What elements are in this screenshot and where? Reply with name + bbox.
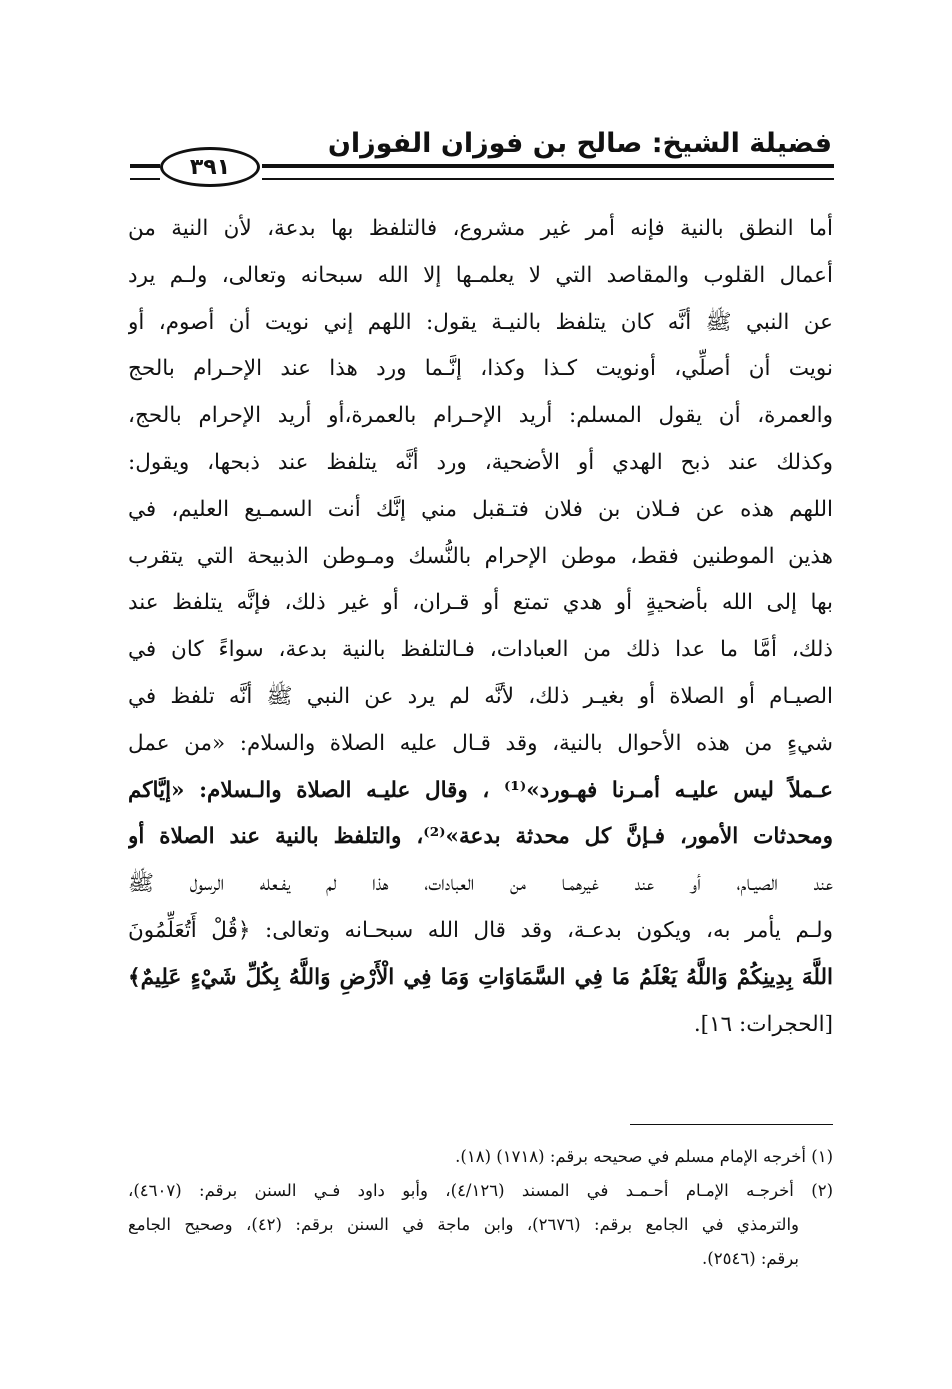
text-line: الصيـام أو الصلاة أو بغيـر ذلك، لأنَّه لم يرد عن النبي ﷺ أنَّه تلفظ في — [128, 683, 833, 709]
text-line: ذلك، أمَّا ما عدا ذلك من العبادات، فـالتلفظ بالنية بدعة، سواءً كان في — [128, 637, 833, 663]
page-number: ٣٩١ — [160, 147, 260, 187]
text-line: أعمال القلوب والمقاصد التي لا يعلمـها إلا الله سبحانه وتعالى، ولـم يرد — [128, 262, 833, 288]
text-line: ولـم يأمر به، ويكون بدعـة، وقد قال الله سبحـانه وتعالى: ﴿قُلْ أَتُعَلِّمُونَ — [128, 917, 833, 943]
footnote-2: (٢) أخرجـه الإمـام أحـمـد في المسند (٤/١٢٦)، وأبو داود فـي السنن برقم: (٤٦٠٧)، — [128, 1181, 833, 1200]
text-line: عند الصيـام، أو عند غيرهمـا من العبادات، هذا لم يفـعله الرسول ﷺ — [128, 871, 833, 897]
running-header-title: فضيلة الشيخ: صالح بن فوزان الفوزان — [327, 128, 832, 159]
text-line: شيءٍ من هذه الأحوال بالنية، وقد قـال عليه الصلاة والسلام: «من عمل — [128, 730, 833, 756]
footnotes — [128, 1140, 833, 1276]
text-line: اللهم هذه عن فـلان بن فلان فتـقبل مني إنَّك أنت السمـيع العليم، في — [128, 496, 833, 522]
footnote-2-continuation: برقم: (٢٥٤٦). — [702, 1249, 799, 1268]
text-line: أما النطق بالنية فإنه أمر غير مشروع، فالتلفظ بها بدعة، لأن النية من — [128, 216, 833, 241]
text-line: وكذلك عند ذبح الهدي أو الأضحية، ورد أنَّه يتلفظ عند ذبحها، ويقول: — [128, 449, 833, 475]
main-text — [128, 206, 833, 1048]
header-rule — [262, 164, 834, 180]
footnote-2-continuation: والترمذي في الجامع برقم: (٢٦٧٦)، وابن ماجة في السنن برقم: (٤٢)، وصحيح الجامع — [128, 1215, 800, 1234]
footnote-1: (١) أخرجه الإمام مسلم في صحيحه برقم: (١٧١٨) (١٨). — [455, 1147, 833, 1166]
header-rule-short — [130, 164, 160, 180]
quran-verse-line: اللَّهَ بِدِينِكُمْ وَاللَّهُ يَعْلَمُ مَا فِي السَّمَاوَاتِ وَمَا فِي الْأَرْضِ وَاللَّهُ بِكُلِّ شَيْءٍ عَلِيمٌ﴾ — [128, 964, 833, 990]
text-line: هذين الموطنين فقط، موطن الإحرام بالنُّسك ومـوطن الذبيحة التي يتقرب — [128, 543, 833, 569]
text-line-hadith: عـملاً ليس عليـه أمـرنا فهـورد»⁽¹⁾ ، وقال عليـه الصلاة والـسلام: «إيَّاكم — [128, 777, 833, 803]
verse-reference: [الحجرات: ١٦]. — [693, 1011, 833, 1037]
text-line-hadith: ومحدثات الأمور، فـإنَّ كل محدثة بدعة»⁽²⁾، والتلفظ بالنية عند الصلاة أو — [128, 824, 833, 850]
footnote-separator — [630, 1124, 833, 1125]
text-line: بها إلى الله بأضحيةٍ أو هدي تمتع أو قـران، أو غير ذلك، فإنَّه يتلفظ عند — [128, 590, 833, 616]
text-line: نويت أن أصلِّي، أونويت كـذا وكذا، إنَّـما ورد هذا عند الإحـرام بالحج — [128, 356, 833, 382]
text-line: والعمرة، أن يقول المسلم: أريد الإحـرام بالعمرة،أو أريد الإحرام بالحج، — [128, 403, 833, 429]
text-line: عن النبي ﷺ أنَّه كان يتلفظ بالنيـة يقول: اللهم إني نويت أن أصوم، أو — [128, 309, 833, 335]
